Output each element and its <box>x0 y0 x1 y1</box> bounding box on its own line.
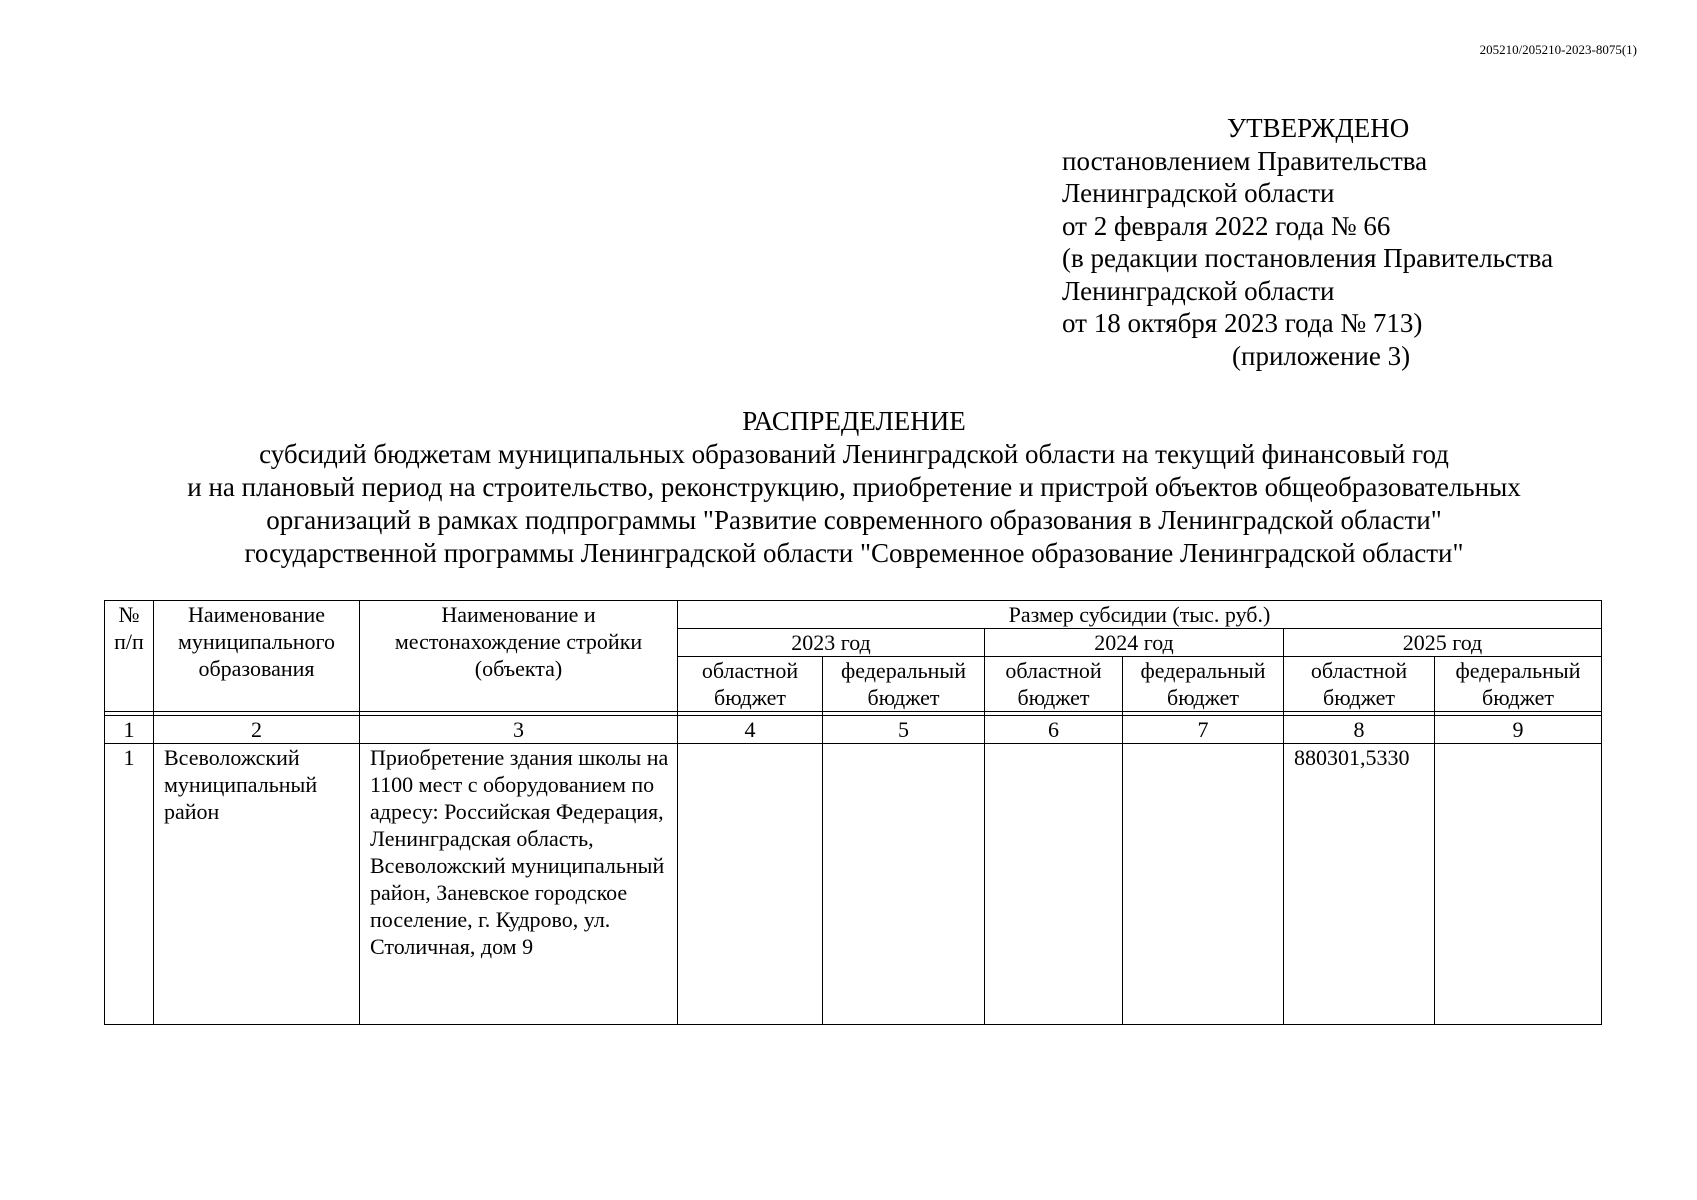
subsidy-table <box>104 600 1602 1025</box>
row-value-2025-federal <box>1435 744 1602 1025</box>
approval-attachment: (приложение 3) <box>1232 340 1411 371</box>
approval-line: от 2 февраля 2022 года № 66 <box>1062 210 1391 241</box>
title-line: и на плановый период на строительство, реконструкцию, приобретение и пристрой объектов общеобразовательных <box>187 472 1521 502</box>
row-municipality: Всеволожский муниципальный район <box>154 744 360 1025</box>
header-year-2023: 2023 год <box>678 629 985 657</box>
approval-line: Ленинградской области <box>1062 178 1335 208</box>
column-number: 5 <box>823 716 985 744</box>
approval-line: от 18 октября 2023 года № 713) <box>1062 308 1423 338</box>
row-object: Приобретение здания школы на 1100 мест с оборудованием по адресу: Российская Федерация, Ленинградская область, Всеволожский муниципальный район, Заневское городское поселение, г. Кудрово, ул. Столичная, дом 9 <box>360 744 678 1025</box>
row-value-2024-federal <box>1123 744 1284 1025</box>
row-value-2025-regional: 880301,5330 <box>1284 744 1435 1025</box>
header-federal-budget: федеральный бюджет <box>1435 657 1602 712</box>
column-number: 8 <box>1284 716 1435 744</box>
column-number: 9 <box>1435 716 1602 744</box>
column-number: 4 <box>678 716 823 744</box>
title-line: организаций в рамках подпрограммы "Развитие современного образования в Ленинградской области" <box>266 505 1442 535</box>
title-line: субсидий бюджетам муниципальных образований Ленинградской области на текущий финансовый год <box>259 439 1449 469</box>
header-num: № п/п <box>105 601 154 712</box>
title-heading: РАСПРЕДЕЛЕНИЕ <box>742 406 966 436</box>
header-regional-budget: областной бюджет <box>1284 657 1435 712</box>
title-line: государственной программы Ленинградской области "Современное образование Ленинградской области" <box>244 538 1464 568</box>
header-subsidy: Размер субсидии (тыс. руб.) <box>678 601 1602 629</box>
header-federal-budget: федеральный бюджет <box>1123 657 1284 712</box>
document-title <box>104 405 1604 570</box>
column-number: 2 <box>154 716 360 744</box>
header-federal-budget: федеральный бюджет <box>823 657 985 712</box>
approval-line: постановлением Правительства <box>1062 145 1428 176</box>
approval-line: (в редакции постановления Правительства <box>1062 243 1554 273</box>
document-id: 205210/205210-2023-8075(1) <box>1479 42 1637 57</box>
column-number: 1 <box>105 716 154 744</box>
table-row <box>105 744 1602 1025</box>
header-year-2025: 2025 год <box>1284 629 1602 657</box>
row-value-2023-federal <box>823 744 985 1025</box>
approval-line: Ленинградской области <box>1062 275 1335 306</box>
row-value-2024-regional <box>985 744 1123 1025</box>
approval-heading: УТВЕРЖДЕНО <box>1227 113 1410 143</box>
column-number: 3 <box>360 716 678 744</box>
header-object: Наименование и местонахождение стройки (объекта) <box>360 601 678 712</box>
row-value-2023-regional <box>678 744 823 1025</box>
column-number: 7 <box>1123 716 1284 744</box>
header-year-2024: 2024 год <box>985 629 1284 657</box>
row-num: 1 <box>105 744 154 1025</box>
approval-stamp <box>1062 112 1553 372</box>
header-regional-budget: областной бюджет <box>678 657 823 712</box>
header-municipality: Наименование муниципального образования <box>154 601 360 712</box>
column-number-row <box>105 716 1602 744</box>
column-number: 6 <box>985 716 1123 744</box>
header-regional-budget: областной бюджет <box>985 657 1123 712</box>
